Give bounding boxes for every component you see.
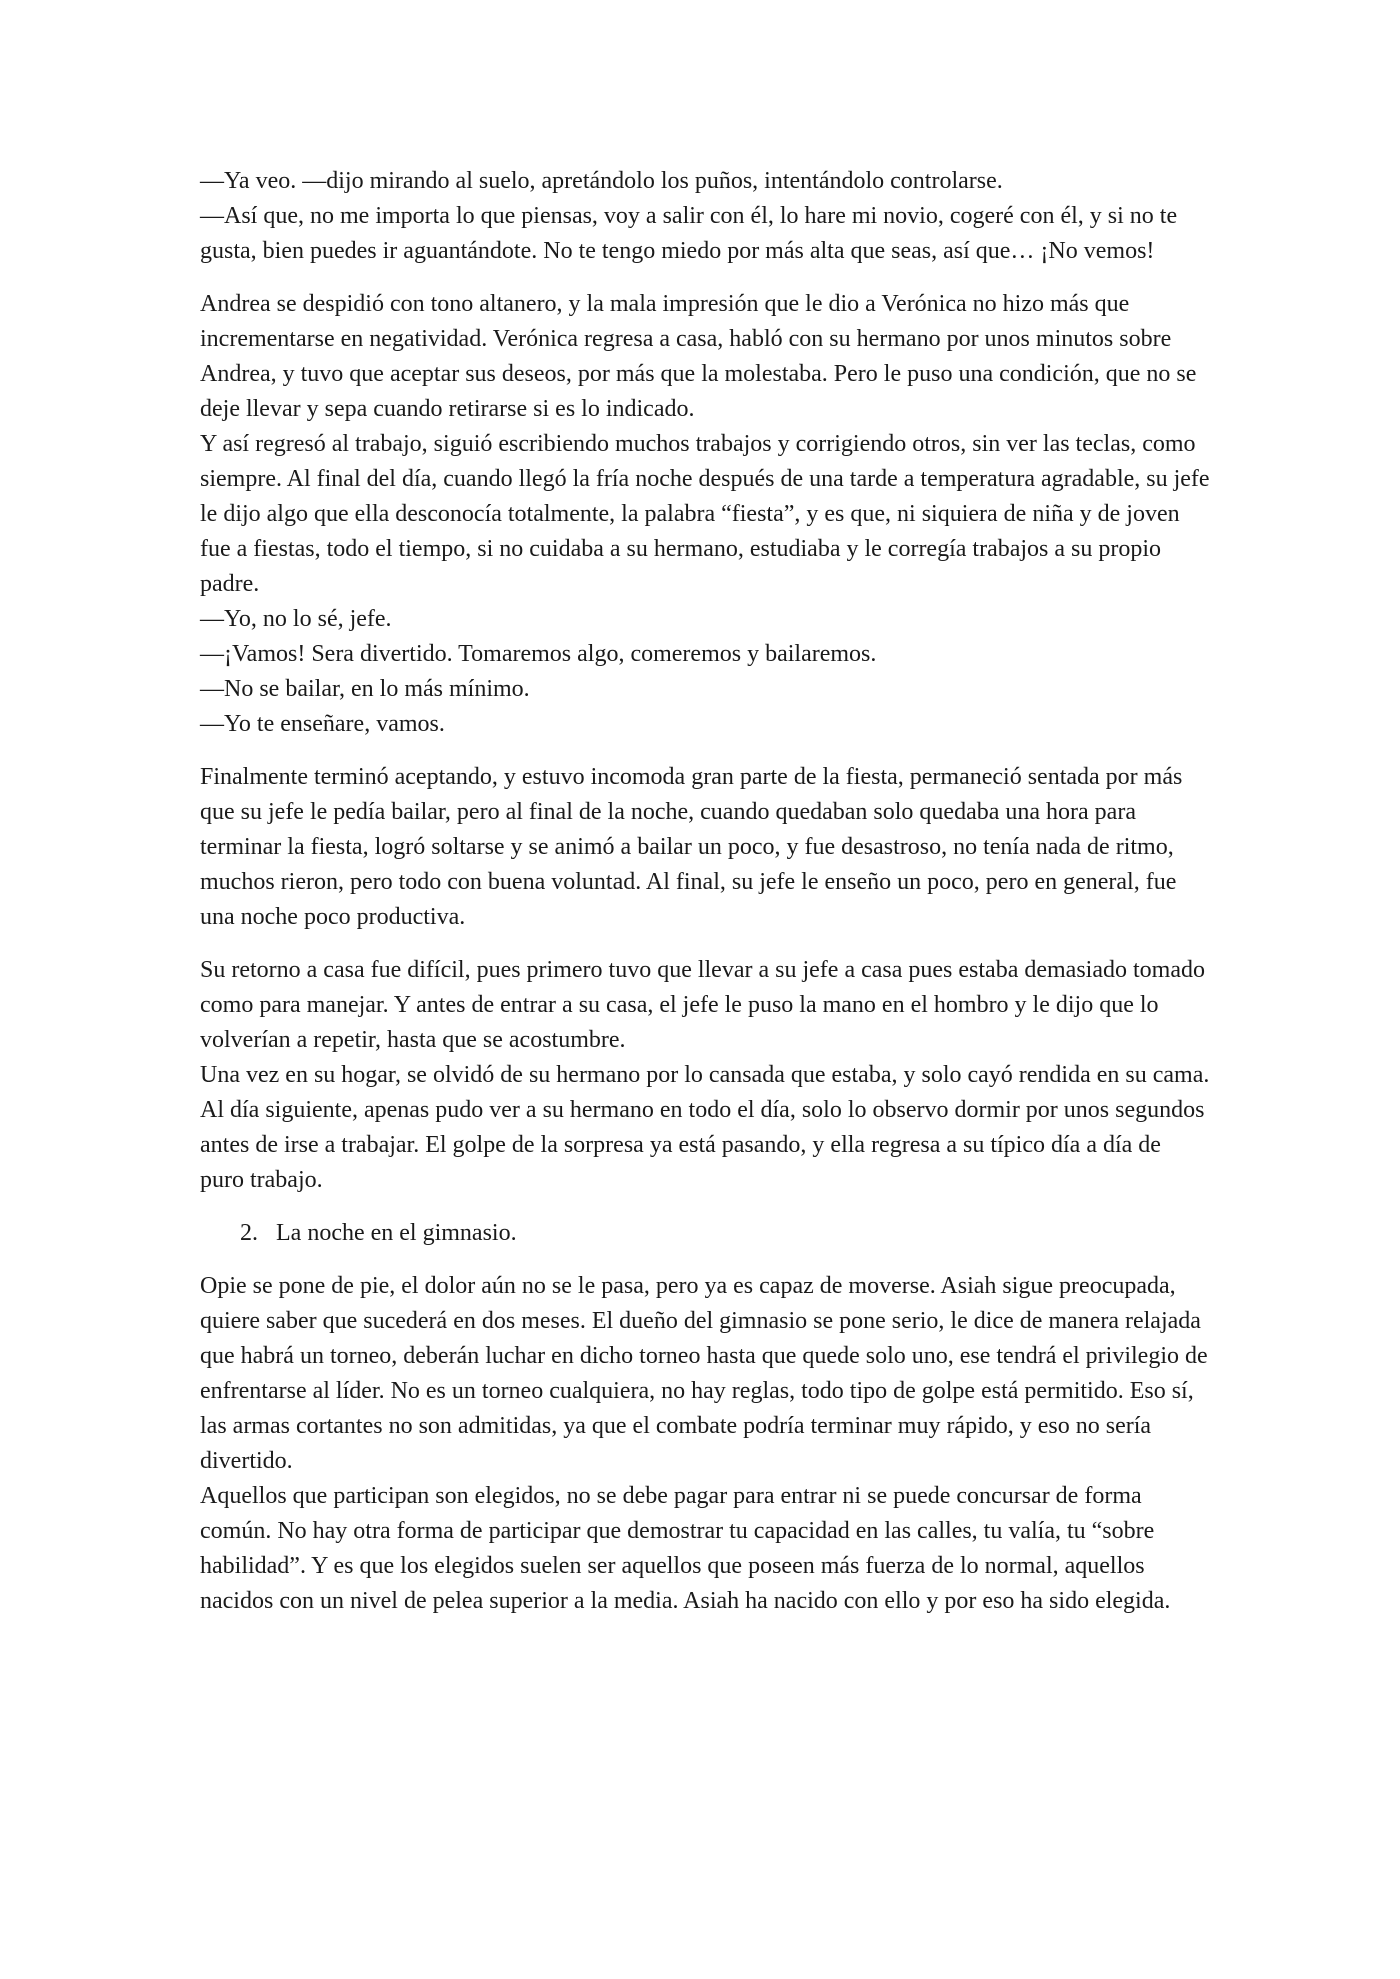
paragraph-block-5: [200, 1269, 1210, 1619]
paragraph-line: Y así regresó al trabajo, siguió escribiendo muchos trabajos y corrigiendo otros, sin ver las teclas, como siempre. Al final del día, cuando llegó la fría noche después de una tarde a temperatura agradable, su jefe le dijo algo que ella desconocía totalmente, la palabra “fiesta”, y es que, ni siquiera de niña y de joven fue a fiestas, todo el tiempo, si no cuidaba a su hermano, estudiaba y le corregía trabajos a su propio padre.: [200, 431, 1210, 597]
dialogue-line: —Yo te enseñare, vamos.: [200, 711, 445, 737]
dialogue-line: —Así que, no me importa lo que piensas, voy a salir con él, lo hare mi novio, cogeré con él, y si no te gusta, bien puedes ir aguantándote. No te tengo miedo por más alta que seas, así que… ¡No vemos!: [200, 203, 1178, 264]
paragraph-line: Su retorno a casa fue difícil, pues primero tuvo que llevar a su jefe a casa pues estaba demasiado tomado como para manejar. Y antes de entrar a su casa, el jefe le puso la mano en el hombro y le dijo que lo volverían a repetir, hasta que se acostumbre.: [200, 957, 1205, 1053]
dialogue-line: —¡Vamos! Sera divertido. Tomaremos algo, comeremos y bailaremos.: [200, 641, 877, 667]
section-heading: [200, 1216, 1210, 1251]
paragraph-line: Finalmente terminó aceptando, y estuvo incomoda gran parte de la fiesta, permaneció sentada por más que su jefe le pedía bailar, pero al final de la noche, cuando quedaban solo quedaba una hora para terminar la fiesta, logró soltarse y se animó a bailar un poco, y fue desastroso, no tenía nada de ritmo, muchos rieron, pero todo con buena voluntad. Al final, su jefe le enseño un poco, pero en general, fue una noche poco productiva.: [200, 764, 1183, 930]
section-number: 2.: [240, 1220, 258, 1246]
document-page: [200, 164, 1210, 1637]
paragraph-line: Andrea se despidió con tono altanero, y la mala impresión que le dio a Verónica no hizo más que incrementarse en negatividad. Verónica regresa a casa, habló con su hermano por unos minutos sobre Andrea, y tuvo que aceptar sus deseos, por más que la molestaba. Pero le puso una condición, que no se deje llevar y sepa cuando retirarse si es lo indicado.: [200, 291, 1197, 422]
paragraph-line: Una vez en su hogar, se olvidó de su hermano por lo cansada que estaba, y solo cayó rendida en su cama.: [200, 1062, 1210, 1088]
paragraph-block-3: [200, 760, 1210, 935]
paragraph-block-2: [200, 287, 1210, 742]
paragraph-block-4: [200, 953, 1210, 1198]
dialogue-line: —No se bailar, en lo más mínimo.: [200, 676, 530, 702]
paragraph-block-1: [200, 164, 1210, 269]
section-title: La noche en el gimnasio.: [276, 1220, 517, 1246]
paragraph-line: Opie se pone de pie, el dolor aún no se le pasa, pero ya es capaz de moverse. Asiah sigue preocupada, quiere saber que sucederá en dos meses. El dueño del gimnasio se pone serio, le dice de manera relajada que habrá un torneo, deberán luchar en dicho torneo hasta que quede solo uno, ese tendrá el privilegio de enfrentarse al líder. No es un torneo cualquiera, no hay reglas, todo tipo de golpe está permitido. Eso sí, las armas cortantes no son admitidas, ya que el combate podría terminar muy rápido, y eso no sería divertido.: [200, 1273, 1208, 1474]
dialogue-line: —Ya veo. —dijo mirando al suelo, apretándolo los puños, intentándolo controlarse.: [200, 168, 1003, 194]
paragraph-line: Al día siguiente, apenas pudo ver a su hermano en todo el día, solo lo observo dormir por unos segundos antes de irse a trabajar. El golpe de la sorpresa ya está pasando, y ella regresa a su típico día a día de puro trabajo.: [200, 1097, 1205, 1193]
dialogue-line: —Yo, no lo sé, jefe.: [200, 606, 392, 632]
paragraph-line: Aquellos que participan son elegidos, no se debe pagar para entrar ni se puede concursar de forma común. No hay otra forma de participar que demostrar tu capacidad en las calles, tu valía, tu “sobre habilidad”. Y es que los elegidos suelen ser aquellos que poseen más fuerza de lo normal, aquellos nacidos con un nivel de pelea superior a la media. Asiah ha nacido con ello y por eso ha sido elegida.: [200, 1483, 1171, 1614]
